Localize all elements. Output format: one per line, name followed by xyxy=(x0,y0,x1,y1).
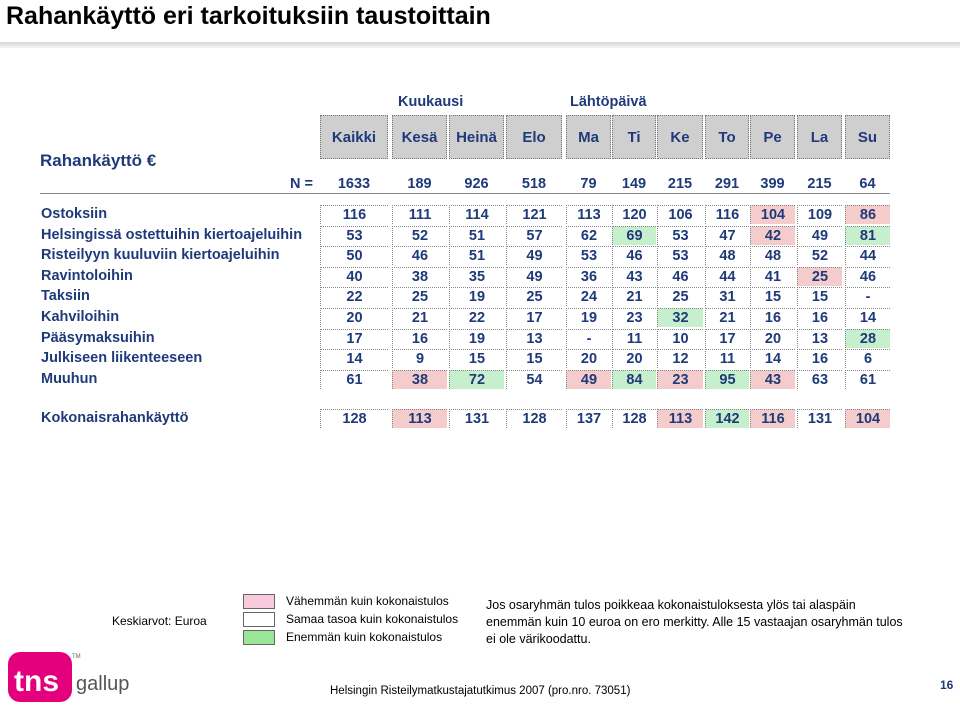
table-cell: 28 xyxy=(845,329,890,348)
table-cell: 9 xyxy=(392,349,447,368)
legend-swatch-same xyxy=(243,612,275,627)
n-value: 399 xyxy=(760,176,785,192)
note-text: Jos osaryhmän tulos poikkeaa kokonaistuloksesta ylös tai alaspäin enemmän kuin 10 euroa on ero merkitty. Alle 15 vastaajan osaryhmän tulos ei ole värikoodattu. xyxy=(486,598,903,646)
table-cell: 42 xyxy=(750,226,795,245)
table-cell: 38 xyxy=(392,370,447,389)
legend-swatch-more xyxy=(243,630,275,645)
legend-swatch-less xyxy=(243,594,275,609)
total-cell: 137 xyxy=(566,409,611,428)
table-cell: 116 xyxy=(705,205,749,224)
n-value: 1633 xyxy=(337,176,371,192)
table-cell: - xyxy=(566,329,611,348)
logo-brand: tns xyxy=(14,665,59,698)
n-value: 291 xyxy=(714,176,740,192)
table-cell: 15 xyxy=(449,349,504,368)
table-cell: 51 xyxy=(449,226,504,245)
table-cell: 46 xyxy=(612,246,656,265)
table-cell: 24 xyxy=(566,287,611,306)
table-cell: 46 xyxy=(392,246,447,265)
table-cell: 21 xyxy=(612,287,656,306)
total-cell: 113 xyxy=(392,409,447,428)
table-cell: 63 xyxy=(797,370,842,389)
table-cell: 54 xyxy=(506,370,562,389)
row-label: Taksiin xyxy=(41,288,90,305)
table-cell: - xyxy=(845,287,890,306)
table-cell: 19 xyxy=(449,329,504,348)
table-cell: 46 xyxy=(845,267,890,286)
table-cell: 25 xyxy=(657,287,703,306)
table-cell: 11 xyxy=(705,349,749,368)
n-value: 79 xyxy=(580,176,597,192)
table-cell: 43 xyxy=(750,370,795,389)
table-cell: 49 xyxy=(506,267,562,286)
legend-more-text: Enemmän kuin kokonaistulos xyxy=(286,630,443,644)
n-value: 215 xyxy=(667,176,693,192)
table-cell: 106 xyxy=(657,205,703,224)
n-value: 926 xyxy=(464,176,489,192)
table-cell: 25 xyxy=(506,287,562,306)
col-header: Su xyxy=(845,115,890,159)
table-cell: 36 xyxy=(566,267,611,286)
table-cell: 35 xyxy=(449,267,504,286)
col-header: To xyxy=(705,115,749,159)
table-cell: 17 xyxy=(320,329,388,348)
table-cell: 53 xyxy=(320,226,388,245)
logo-sub: gallup xyxy=(76,673,130,695)
table-cell: 13 xyxy=(797,329,842,348)
table-cell: 19 xyxy=(449,287,504,306)
n-value: 189 xyxy=(407,176,432,192)
table-cell: 113 xyxy=(566,205,611,224)
table-cell: 111 xyxy=(392,205,447,224)
table-cell: 84 xyxy=(612,370,656,389)
table-cell: 13 xyxy=(506,329,562,348)
table-cell: 19 xyxy=(566,308,611,327)
table-heading: Rahankäyttö € xyxy=(40,151,157,170)
table-cell: 61 xyxy=(845,370,890,389)
footer-text: Helsingin Risteilymatkustajatutkimus 2007 (pro.nro. 73051) xyxy=(330,685,631,697)
table-cell: 12 xyxy=(657,349,703,368)
col-header: Kesä xyxy=(392,115,447,159)
table-cell: 57 xyxy=(506,226,562,245)
table-cell: 17 xyxy=(506,308,562,327)
group-label-month: Kuukausi xyxy=(398,94,464,110)
table-cell: 6 xyxy=(845,349,890,368)
total-cell: 104 xyxy=(845,409,890,428)
col-header: Elo xyxy=(506,115,562,159)
col-header: Kaikki xyxy=(320,115,388,159)
table-cell: 53 xyxy=(657,246,703,265)
table-cell: 72 xyxy=(449,370,504,389)
row-label: Ravintoloihin xyxy=(41,267,133,284)
table-cell: 53 xyxy=(566,246,611,265)
row-label: Kahviloihin xyxy=(41,309,120,325)
table-cell: 86 xyxy=(845,205,890,224)
table-cell: 23 xyxy=(657,370,703,389)
table-cell: 44 xyxy=(705,267,749,286)
total-cell: 116 xyxy=(750,409,795,428)
total-cell: 113 xyxy=(657,409,703,428)
legend-less-text: Vähemmän kuin kokonaistulos xyxy=(286,594,449,608)
table-cell: 11 xyxy=(612,329,656,348)
table-cell: 15 xyxy=(750,287,795,306)
table-cell: 69 xyxy=(612,226,656,245)
table-cell: 51 xyxy=(449,246,504,265)
total-cell: 131 xyxy=(449,409,504,428)
table-cell: 40 xyxy=(320,267,388,286)
table-cell: 22 xyxy=(449,308,504,327)
table-cell: 25 xyxy=(797,267,842,286)
total-cell: 142 xyxy=(705,409,749,428)
slide-title: Rahankäyttö eri tarkoituksiin taustoittain xyxy=(6,2,491,30)
table-cell: 46 xyxy=(657,267,703,286)
total-label: Kokonaisrahankäyttö xyxy=(41,410,189,426)
table-cell: 49 xyxy=(797,226,842,245)
table-cell: 114 xyxy=(449,205,504,224)
row-label: Ostoksiin xyxy=(41,206,108,222)
col-header: La xyxy=(797,115,842,159)
table-cell: 43 xyxy=(612,267,656,286)
table-cell: 32 xyxy=(657,308,703,327)
table-cell: 15 xyxy=(797,287,842,306)
table-cell: 49 xyxy=(506,246,562,265)
total-cell: 131 xyxy=(797,409,842,428)
table-cell: 61 xyxy=(320,370,388,389)
table-cell: 120 xyxy=(612,205,656,224)
col-header: Pe xyxy=(750,115,795,159)
table-cell: 14 xyxy=(845,308,890,327)
table-cell: 95 xyxy=(705,370,749,389)
table-cell: 52 xyxy=(392,226,447,245)
row-label: Risteilyyn kuuluviin kiertoajeluihin xyxy=(41,247,280,264)
total-cell: 128 xyxy=(320,409,388,428)
table-cell: 31 xyxy=(705,287,749,306)
table-cell: 23 xyxy=(612,308,656,327)
total-cell: 128 xyxy=(612,409,656,428)
table-cell: 16 xyxy=(797,308,842,327)
table-cell: 21 xyxy=(392,308,447,327)
table-cell: 41 xyxy=(750,267,795,286)
table-cell: 14 xyxy=(320,349,388,368)
n-value: 64 xyxy=(859,176,876,192)
row-label: Muuhun xyxy=(41,370,98,387)
legend-same-text: Samaa tasoa kuin kokonaistulos xyxy=(286,612,459,626)
table-cell: 116 xyxy=(320,205,388,224)
table-cell: 104 xyxy=(750,205,795,224)
table-cell: 109 xyxy=(797,205,842,224)
n-value: 215 xyxy=(807,176,832,192)
table-cell: 121 xyxy=(506,205,562,224)
n-value: 149 xyxy=(621,176,647,192)
table-cell: 22 xyxy=(320,287,388,306)
page-number: 16 xyxy=(940,678,954,692)
row-label: Julkiseen liikenteeseen xyxy=(41,350,203,367)
table-cell: 53 xyxy=(657,226,703,245)
table-cell: 17 xyxy=(705,329,749,348)
table-cell: 44 xyxy=(845,246,890,265)
row-label: Helsingissä ostettuihin kiertoajeluihin xyxy=(41,226,303,243)
col-header: Ma xyxy=(566,115,611,159)
logo-tm: TM xyxy=(72,654,81,660)
row-label: Pääsymaksuihin xyxy=(41,329,155,346)
table-cell: 38 xyxy=(392,267,447,286)
table-cell: 20 xyxy=(320,308,388,327)
col-header: Ke xyxy=(657,115,703,159)
table-cell: 47 xyxy=(705,226,749,245)
table-cell: 20 xyxy=(750,329,795,348)
total-cell: 128 xyxy=(506,409,562,428)
table-cell: 15 xyxy=(506,349,562,368)
n-value: 518 xyxy=(521,176,547,192)
table-cell: 49 xyxy=(566,370,611,389)
table-cell: 50 xyxy=(320,246,388,265)
tns-gallup-logo xyxy=(6,648,136,704)
table-cell: 14 xyxy=(750,349,795,368)
legend-label: Keskiarvot: Euroa xyxy=(112,614,207,628)
group-label-day: Lähtöpäivä xyxy=(570,94,647,110)
table-cell: 48 xyxy=(750,246,795,265)
table-cell: 10 xyxy=(657,329,703,348)
table-cell: 16 xyxy=(797,349,842,368)
table-cell: 48 xyxy=(705,246,749,265)
table-cell: 20 xyxy=(566,349,611,368)
table-cell: 62 xyxy=(566,226,611,245)
col-header: Heinä xyxy=(449,115,504,159)
n-row-line xyxy=(40,193,890,194)
table-cell: 21 xyxy=(705,308,749,327)
table-cell: 20 xyxy=(612,349,656,368)
table-cell: 81 xyxy=(845,226,890,245)
table-cell: 16 xyxy=(392,329,447,348)
table-cell: 52 xyxy=(797,246,842,265)
table-cell: 25 xyxy=(392,287,447,306)
table-cell: 16 xyxy=(750,308,795,327)
col-header: Ti xyxy=(612,115,656,159)
n-label: N = xyxy=(290,176,313,192)
